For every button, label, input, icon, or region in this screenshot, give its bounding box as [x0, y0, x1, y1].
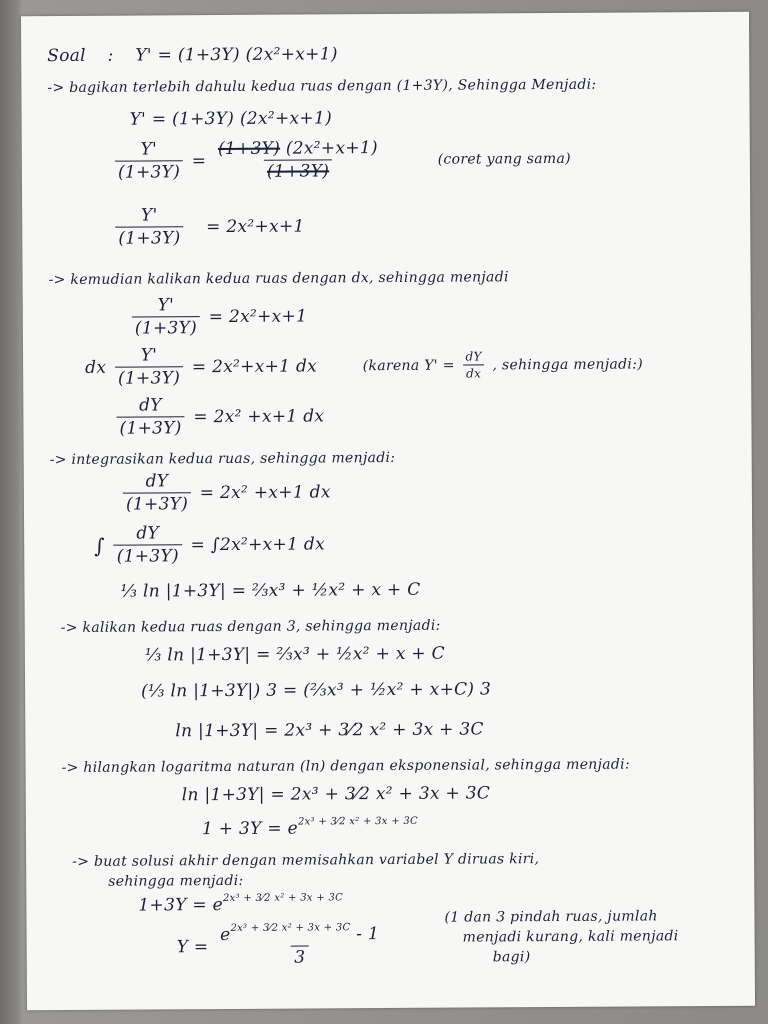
step2-eq1-denominator: (1+3Y) — [132, 316, 200, 338]
step6-eq2-num-exponent: 2x³ + 3⁄2 x² + 3x + 3C — [230, 922, 351, 934]
step1-lhs-fraction — [115, 139, 183, 182]
step2-aside-prefix: (karena Y' = — [362, 357, 455, 374]
step2-eq2-numerator: Y' — [140, 345, 158, 366]
step3-eq3: ⅓ ln |1+3Y| = ⅔x³ + ½x² + x + C — [120, 579, 421, 602]
step2-aside-numerator: dY — [465, 349, 482, 364]
step3-eq1-rhs: = 2x² +x+1 dx — [199, 481, 331, 503]
step3-eq1-denominator: (1+3Y) — [123, 492, 191, 514]
step3-eq2-rhs: = ∫2x²+x+1 dx — [190, 533, 325, 555]
step5-eq2 — [201, 815, 419, 840]
step5-eq2-exponent: 2x³ + 3⁄2 x² + 3x + 3C — [297, 815, 419, 828]
step3-note: -> integrasikan kedua ruas, sehingga menjadi: — [49, 449, 396, 469]
step1-cancelled-factor-bottom: (1+3Y) — [266, 161, 330, 182]
step1-aside: (coret yang sama) — [437, 150, 571, 168]
step5-eq2-base: 1 + 3Y = e — [201, 818, 299, 840]
step6-eq1-exponent: 2x³ + 3⁄2 x² + 3x + 3C — [222, 892, 344, 905]
problem-colon: : — [107, 45, 114, 66]
integral-sign: ∫ — [94, 533, 106, 558]
step2-eq1-numerator: Y' — [157, 295, 175, 316]
step1-equals: = — [191, 150, 207, 171]
step6-eq2-num-base: e — [220, 924, 231, 946]
step6-aside-line1: (1 dan 3 pindah ruas, jumlah — [444, 908, 658, 926]
step2-eq3 — [113, 394, 324, 438]
step3-eq2-numerator: dY — [136, 523, 160, 544]
step6-eq1 — [138, 894, 343, 915]
step4-eq2: (⅓ ln |1+3Y|) 3 = (⅔x³ + ½x² + x+C) 3 — [141, 679, 492, 702]
step6-note-line1: -> buat solusi akhir dengan memisahkan variabel Y diruas kiri, — [72, 851, 540, 870]
problem-label: Soal — [47, 45, 86, 67]
step2-eq3-denominator: (1+3Y) — [116, 416, 184, 438]
step1-eq1: Y' = (1+3Y) (2x²+x+1) — [129, 108, 333, 130]
step5-note: -> hilangkan logaritma naturan (ln) dengan eksponensial, sehingga menjadi: — [61, 756, 630, 776]
step2-aside-suffix: , sehingga menjadi:) — [492, 355, 643, 373]
step2-note: -> kemudian kalikan kedua ruas dengan dx, sehingga menjadi — [48, 269, 509, 289]
step2-eq2-prefix: dx — [85, 357, 107, 378]
step2-aside — [363, 348, 643, 381]
step4-eq1: ⅓ ln |1+3Y| = ⅔x³ + ½x² + x + C — [144, 643, 446, 666]
handwritten-page — [21, 12, 755, 1010]
step1-cancelled-factor-top: (1+3Y) — [217, 138, 281, 160]
step1-rhs-fraction — [215, 138, 381, 182]
step2-eq3-numerator: dY — [139, 395, 162, 416]
step1-remaining-factor: (2x²+x+1) — [285, 138, 378, 159]
step6-aside-line3: bagi) — [492, 949, 531, 966]
step3-eq2 — [94, 522, 325, 566]
step2-eq2-denominator: (1+3Y) — [115, 366, 183, 388]
step1-result-denominator: (1+3Y) — [115, 226, 183, 248]
step4-eq3: ln |1+3Y| = 2x³ + 3⁄2 x² + 3x + 3C — [175, 719, 484, 742]
step4-note: -> kalikan kedua ruas dengan 3, sehingga menjadi: — [60, 617, 441, 637]
step3-eq2-denominator: (1+3Y) — [114, 544, 182, 566]
step2-eq2-rhs: = 2x²+x+1 dx — [191, 355, 318, 377]
step3-eq1 — [120, 470, 331, 514]
step1-result-numerator: Y' — [140, 205, 158, 226]
step2-aside-denominator: dx — [463, 364, 484, 380]
step6-eq2-denominator: 3 — [291, 945, 308, 967]
step2-eq2 — [85, 342, 643, 388]
problem-statement — [47, 44, 338, 66]
step5-eq1: ln |1+3Y| = 2x³ + 3⁄2 x² + 3x + 3C — [181, 783, 491, 806]
step6-aside-line2: menjadi kurang, kali menjadi — [462, 928, 679, 946]
step2-eq1 — [129, 294, 308, 338]
step6-eq2-lhs: Y = — [176, 936, 209, 957]
step2-eq3-rhs: = 2x² +x+1 dx — [193, 405, 325, 427]
step6-eq2 — [177, 924, 386, 968]
step6-note-line2: sehingga menjadi: — [108, 872, 244, 890]
step1-result-rhs: = 2x²+x+1 — [206, 216, 305, 237]
step1-lhs-denominator: (1+3Y) — [115, 160, 183, 182]
step2-eq1-rhs: = 2x²+x+1 — [208, 305, 308, 327]
step6-eq1-base: 1+3Y = e — [138, 895, 224, 916]
step1-result — [112, 205, 305, 249]
step1-eq2 — [112, 137, 571, 183]
problem-expression: Y' = (1+3Y) (2x²+x+1) — [135, 44, 338, 66]
step3-eq1-numerator: dY — [145, 471, 169, 492]
step1-note: -> bagikan terlebih dahulu kedua ruas dengan (1+3Y), Sehingga Menjadi: — [47, 76, 597, 97]
step6-eq2-num-tail: - 1 — [356, 924, 380, 945]
step1-lhs-numerator: Y' — [140, 139, 158, 160]
